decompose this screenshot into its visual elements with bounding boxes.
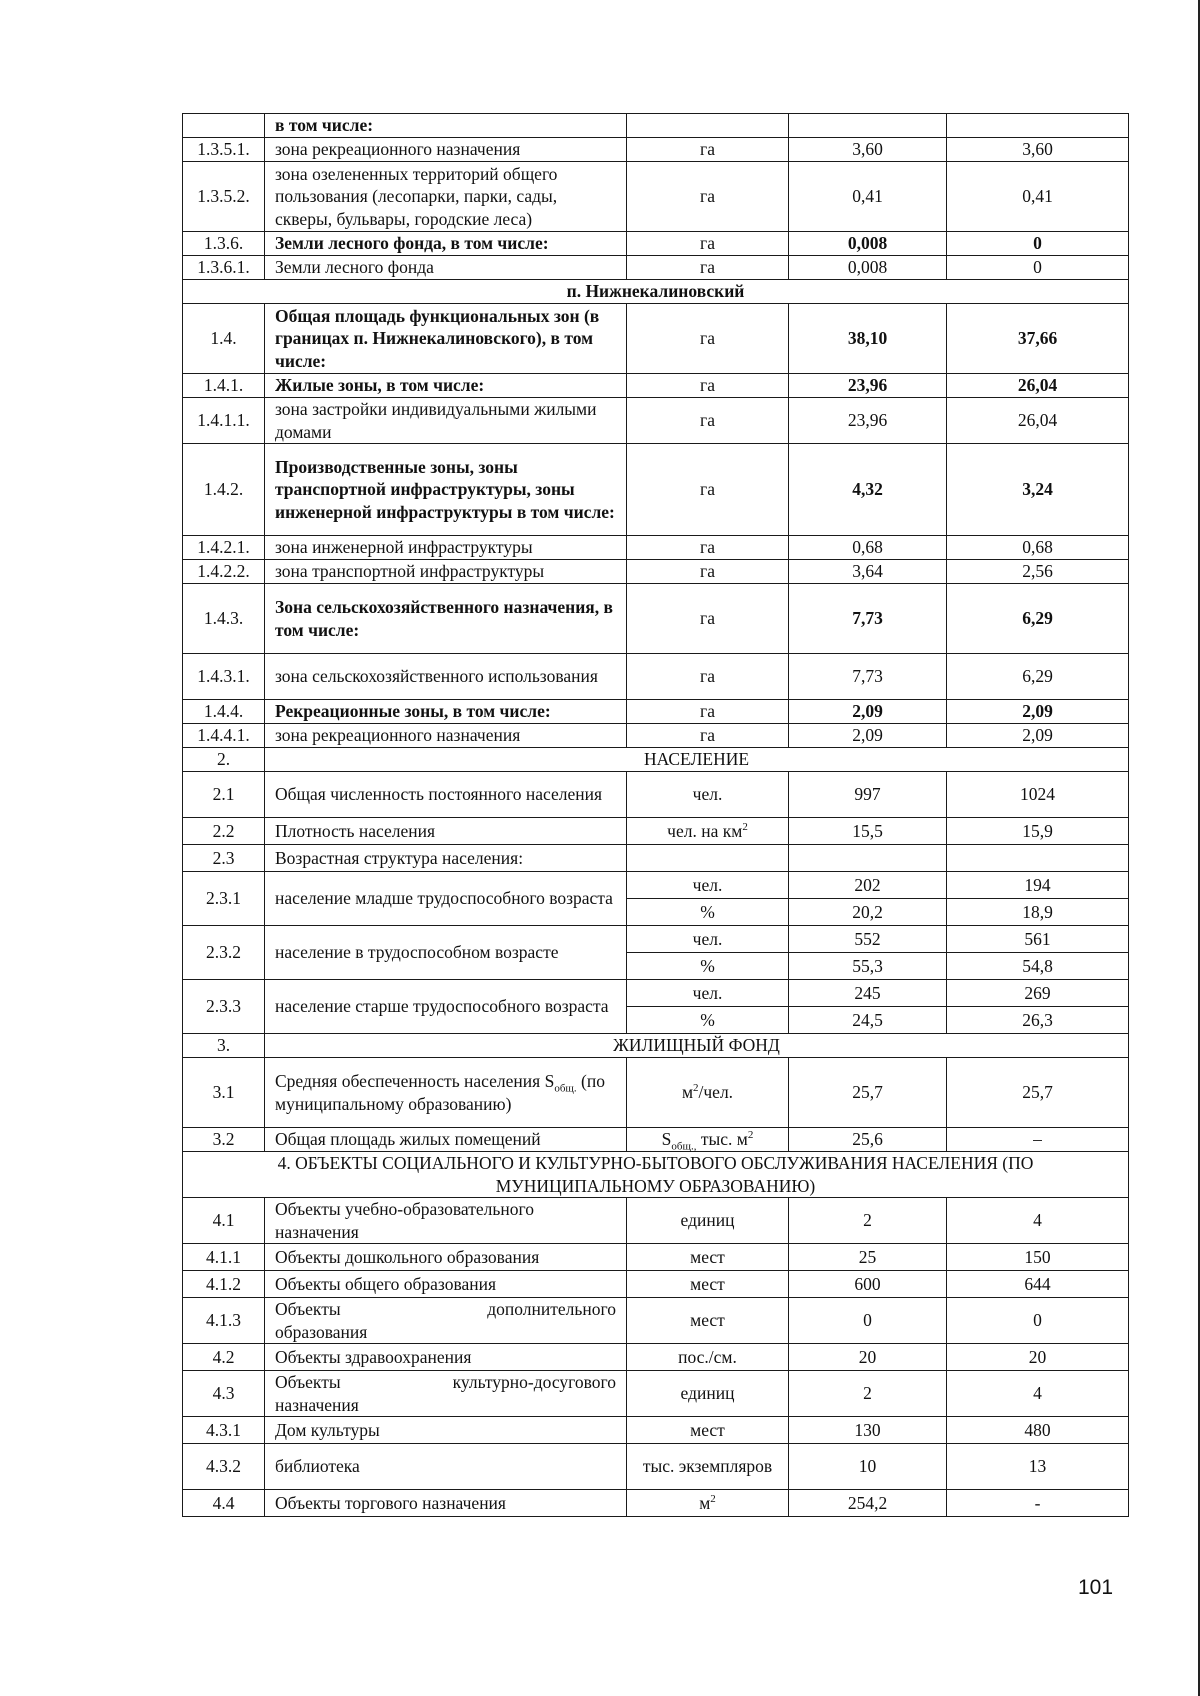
table-row (183, 1198, 1129, 1244)
row-unit (627, 114, 789, 138)
row-indicator: Жилые зоны, в том числе: (265, 374, 627, 398)
row-unit: чел. (627, 980, 789, 1007)
row-number: 1.3.6.1. (183, 256, 265, 280)
unit-superscript: 2 (693, 1082, 699, 1095)
indicator-subscript: общ. (554, 1082, 577, 1095)
row-unit: единиц (627, 1371, 789, 1417)
row-number: 4.2 (183, 1344, 265, 1371)
table-row (183, 162, 1129, 232)
row-value-planned: 4 (947, 1198, 1129, 1244)
row-indicator: Возрастная структура населения: (265, 845, 627, 872)
row-value-current: 2 (789, 1371, 947, 1417)
row-value-current: 0,68 (789, 536, 947, 560)
row-unit (627, 845, 789, 872)
row-value-planned: 0,41 (947, 162, 1129, 232)
table-row (183, 1444, 1129, 1490)
row-value-planned (947, 845, 1129, 872)
section-row-housing (183, 1034, 1129, 1058)
row-value-planned: 644 (947, 1271, 1129, 1298)
table-row (183, 256, 1129, 280)
row-unit: мест (627, 1298, 789, 1344)
row-number: 4.3.1 (183, 1417, 265, 1444)
row-indicator: Рекреационные зоны, в том числе: (265, 700, 627, 724)
row-value-planned: 2,09 (947, 700, 1129, 724)
row-indicator: Объекты общего образования (265, 1271, 627, 1298)
row-indicator: Производственные зоны, зоны транспортной инфраструктуры, зоны инженерной инфраструктуры в том числе: (265, 444, 627, 536)
table-row (183, 114, 1129, 138)
row-value-current: 0,41 (789, 162, 947, 232)
table-row (183, 700, 1129, 724)
row-unit: чел. (627, 772, 789, 818)
row-number: 1.3.5.1. (183, 138, 265, 162)
row-indicator: население младше трудоспособного возраста (265, 872, 627, 926)
row-value-planned: 6,29 (947, 654, 1129, 700)
row-value-planned: 20 (947, 1344, 1129, 1371)
row-indicator: Объекты учебно-образовательного назначения (265, 1198, 627, 1244)
table-row (183, 1058, 1129, 1128)
row-unit: чел. (627, 926, 789, 953)
table-row (183, 1128, 1129, 1152)
section-number: 2. (183, 748, 265, 772)
row-value-current (789, 845, 947, 872)
row-indicator: Общая площадь жилых помещений (265, 1128, 627, 1152)
row-indicator (265, 1371, 627, 1417)
indicator-text-tail: (по муниципальному образованию) (275, 1071, 605, 1114)
row-unit: % (627, 1007, 789, 1034)
table-row (183, 1417, 1129, 1444)
row-value-planned: 13 (947, 1444, 1129, 1490)
unit-text-tail: тыс. м (696, 1129, 748, 1150)
row-value-planned: 4 (947, 1371, 1129, 1417)
row-number: 4.3 (183, 1371, 265, 1417)
section-number: 3. (183, 1034, 265, 1058)
row-number: 4.1 (183, 1198, 265, 1244)
table-row (183, 845, 1129, 872)
row-value-planned: 1024 (947, 772, 1129, 818)
section-row-population (183, 748, 1129, 772)
row-number: 1.3.5.2. (183, 162, 265, 232)
row-value-planned: 26,04 (947, 398, 1129, 444)
row-value-planned: 3,60 (947, 138, 1129, 162)
row-value-current: 2,09 (789, 700, 947, 724)
section-row-locality (183, 280, 1129, 304)
row-value-planned: – (947, 1128, 1129, 1152)
indicator-text-tail: образования (275, 1321, 368, 1342)
row-number: 4.1.1 (183, 1244, 265, 1271)
table-row (183, 374, 1129, 398)
row-value-planned: 0 (947, 256, 1129, 280)
row-number: 1.4.4.1. (183, 724, 265, 748)
row-number: 4.4 (183, 1490, 265, 1517)
row-unit: мест (627, 1271, 789, 1298)
row-indicator: зона рекреационного назначения (265, 724, 627, 748)
row-value-current: 245 (789, 980, 947, 1007)
row-value-planned: 26,3 (947, 1007, 1129, 1034)
row-value-planned: 25,7 (947, 1058, 1129, 1128)
row-indicator: зона сельскохозяйственного использования (265, 654, 627, 700)
row-unit: га (627, 374, 789, 398)
table-row (183, 444, 1129, 536)
row-indicator: Общая численность постоянного населения (265, 772, 627, 818)
table-row (183, 818, 1129, 845)
unit-superscript: 2 (747, 1129, 754, 1142)
row-indicator: Объекты здравоохранения (265, 1344, 627, 1371)
row-value-planned: 15,9 (947, 818, 1129, 845)
table-row (183, 926, 1129, 953)
row-indicator: Плотность населения (265, 818, 627, 845)
row-indicator: Объекты дошкольного образования (265, 1244, 627, 1271)
row-value-planned: 6,29 (947, 584, 1129, 654)
row-value-current: 7,73 (789, 584, 947, 654)
row-unit (627, 1128, 789, 1152)
row-unit: га (627, 304, 789, 374)
row-value-planned: 0 (947, 1298, 1129, 1344)
unit-text: м (699, 1492, 711, 1513)
row-indicator (265, 1298, 627, 1344)
table-row (183, 398, 1129, 444)
row-number: 1.3.6. (183, 232, 265, 256)
row-value-current: 23,96 (789, 374, 947, 398)
row-value-planned: 150 (947, 1244, 1129, 1271)
row-unit (627, 1490, 789, 1517)
indicator-text-tail: назначения (275, 1394, 359, 1415)
row-value-current: 55,3 (789, 953, 947, 980)
unit-text: м (681, 1082, 694, 1103)
row-number: 2.1 (183, 772, 265, 818)
table-row (183, 1244, 1129, 1271)
row-indicator: зона озелененных территорий общего пользования (лесопарки, парки, сады, скверы, бульвары, городские леса) (265, 162, 627, 232)
row-unit: пос./см. (627, 1344, 789, 1371)
row-unit: га (627, 654, 789, 700)
row-indicator: население старше трудоспособного возраста (265, 980, 627, 1034)
unit-superscript: 2 (710, 1492, 716, 1505)
row-unit: мест (627, 1244, 789, 1271)
table-row (183, 1271, 1129, 1298)
row-value-planned: 561 (947, 926, 1129, 953)
unit-text: S (661, 1129, 672, 1150)
row-number: 1.4. (183, 304, 265, 374)
row-unit: га (627, 560, 789, 584)
row-number: 3.1 (183, 1058, 265, 1128)
indicator-text: Объекты дополнительного (275, 1299, 616, 1319)
row-indicator: Дом культуры (265, 1417, 627, 1444)
section-title: п. Нижнекалиновский (183, 280, 1129, 304)
row-indicator: зона транспортной инфраструктуры (265, 560, 627, 584)
table-body-housing (183, 1034, 1129, 1198)
table-body-population (183, 748, 1129, 1034)
row-number: 4.1.2 (183, 1271, 265, 1298)
table-row (183, 584, 1129, 654)
table-row (183, 980, 1129, 1007)
row-number: 1.4.2.2. (183, 560, 265, 584)
row-indicator: Общая площадь функциональных зон (в границах п. Нижнекалиновского), в том числе: (265, 304, 627, 374)
row-value-planned: 2,09 (947, 724, 1129, 748)
row-number: 2.3.2 (183, 926, 265, 980)
section-title: НАСЕЛЕНИЕ (265, 748, 1129, 772)
row-value-current: 0,008 (789, 256, 947, 280)
row-number: 1.4.1.1. (183, 398, 265, 444)
row-value-current: 15,5 (789, 818, 947, 845)
row-value-current: 3,60 (789, 138, 947, 162)
unit-superscript: 2 (742, 820, 748, 833)
row-unit: га (627, 162, 789, 232)
indicator-text: Объекты культурно-досугового (275, 1372, 616, 1392)
row-unit: чел. (627, 872, 789, 899)
table-row (183, 560, 1129, 584)
row-number: 3.2 (183, 1128, 265, 1152)
row-value-current: 38,10 (789, 304, 947, 374)
row-value-planned: 37,66 (947, 304, 1129, 374)
table-row (183, 304, 1129, 374)
row-unit: % (627, 953, 789, 980)
row-number: 1.4.2.1. (183, 536, 265, 560)
unit-text: чел. на км (667, 820, 743, 841)
row-value-current: 997 (789, 772, 947, 818)
row-value-planned: 2,56 (947, 560, 1129, 584)
table-body-zones (183, 114, 1129, 748)
table-row (183, 1371, 1129, 1417)
row-number: 1.4.3.1. (183, 654, 265, 700)
row-unit (627, 818, 789, 845)
row-indicator: зона инженерной инфраструктуры (265, 536, 627, 560)
row-unit: га (627, 444, 789, 536)
row-indicator: зона рекреационного назначения (265, 138, 627, 162)
section-title: 4. ОБЪЕКТЫ СОЦИАЛЬНОГО И КУЛЬТУРНО-БЫТОВОГО ОБСЛУЖИВАНИЯ НАСЕЛЕНИЯ (ПО МУНИЦИПАЛЬНОМУ ОБРАЗОВАНИЮ) (183, 1152, 1129, 1198)
table-row (183, 232, 1129, 256)
row-number: 1.4.2. (183, 444, 265, 536)
row-indicator: Земли лесного фонда, в том числе: (265, 232, 627, 256)
row-value-planned: 0,68 (947, 536, 1129, 560)
row-value-current: 0,008 (789, 232, 947, 256)
row-unit: га (627, 536, 789, 560)
row-value-current: 25,7 (789, 1058, 947, 1128)
row-unit: единиц (627, 1198, 789, 1244)
table-body-social (183, 1198, 1129, 1517)
table-row (183, 654, 1129, 700)
row-unit: га (627, 700, 789, 724)
row-value-current: 24,5 (789, 1007, 947, 1034)
row-value-current: 2 (789, 1198, 947, 1244)
row-indicator: Объекты торгового назначения (265, 1490, 627, 1517)
section-row-social (183, 1152, 1129, 1198)
row-number: 2.3.1 (183, 872, 265, 926)
row-indicator: библиотека (265, 1444, 627, 1490)
row-indicator: население в трудоспособном возрасте (265, 926, 627, 980)
indicator-text: Средняя обеспеченность населения S (275, 1071, 555, 1091)
row-value-planned: 480 (947, 1417, 1129, 1444)
row-value-current: 3,64 (789, 560, 947, 584)
page-number: 101 (1078, 1576, 1114, 1599)
row-value-current: 254,2 (789, 1490, 947, 1517)
row-value-current: 4,32 (789, 444, 947, 536)
table-row (183, 772, 1129, 818)
row-number: 2.3.3 (183, 980, 265, 1034)
row-unit: га (627, 138, 789, 162)
row-value-planned: 26,04 (947, 374, 1129, 398)
row-value-current: 25 (789, 1244, 947, 1271)
row-indicator (265, 1058, 627, 1128)
row-value-planned: - (947, 1490, 1129, 1517)
row-value-current: 600 (789, 1271, 947, 1298)
row-unit: га (627, 256, 789, 280)
row-number: 2.3 (183, 845, 265, 872)
row-value-planned: 269 (947, 980, 1129, 1007)
row-number: 1.4.3. (183, 584, 265, 654)
row-value-current: 10 (789, 1444, 947, 1490)
row-value-current: 20 (789, 1344, 947, 1371)
row-number (183, 114, 265, 138)
row-indicator: в том числе: (265, 114, 627, 138)
row-value-planned: 3,24 (947, 444, 1129, 536)
row-number: 1.4.1. (183, 374, 265, 398)
row-unit (627, 1058, 789, 1128)
row-value-planned: 54,8 (947, 953, 1129, 980)
row-value-current: 7,73 (789, 654, 947, 700)
unit-subscript: общ., (671, 1140, 697, 1153)
table-row (183, 1490, 1129, 1517)
table-row (183, 724, 1129, 748)
row-number: 2.2 (183, 818, 265, 845)
row-number: 4.3.2 (183, 1444, 265, 1490)
unit-text-tail: /чел. (698, 1082, 734, 1103)
row-value-current: 2,09 (789, 724, 947, 748)
row-value-current: 25,6 (789, 1128, 947, 1152)
table-row (183, 138, 1129, 162)
row-value-planned (947, 114, 1129, 138)
row-unit: га (627, 398, 789, 444)
row-value-current: 0 (789, 1298, 947, 1344)
table-row (183, 872, 1129, 899)
table-row (183, 536, 1129, 560)
table-row (183, 1344, 1129, 1371)
row-number: 4.1.3 (183, 1298, 265, 1344)
row-unit: мест (627, 1417, 789, 1444)
row-value-current: 23,96 (789, 398, 947, 444)
indicators-table (182, 113, 1129, 1517)
table-row (183, 1298, 1129, 1344)
row-value-planned: 18,9 (947, 899, 1129, 926)
row-value-planned: 194 (947, 872, 1129, 899)
row-unit: % (627, 899, 789, 926)
row-value-current (789, 114, 947, 138)
row-indicator: Земли лесного фонда (265, 256, 627, 280)
section-title: ЖИЛИЩНЫЙ ФОНД (265, 1034, 1129, 1058)
row-value-current: 552 (789, 926, 947, 953)
row-unit: га (627, 232, 789, 256)
row-indicator: зона застройки индивидуальными жилыми домами (265, 398, 627, 444)
row-unit: тыс. экземпляров (627, 1444, 789, 1490)
row-indicator: Зона сельскохозяйственного назначения, в том числе: (265, 584, 627, 654)
row-value-current: 202 (789, 872, 947, 899)
row-value-current: 20,2 (789, 899, 947, 926)
row-unit: га (627, 584, 789, 654)
row-number: 1.4.4. (183, 700, 265, 724)
row-value-planned: 0 (947, 232, 1129, 256)
row-unit: га (627, 724, 789, 748)
row-value-current: 130 (789, 1417, 947, 1444)
